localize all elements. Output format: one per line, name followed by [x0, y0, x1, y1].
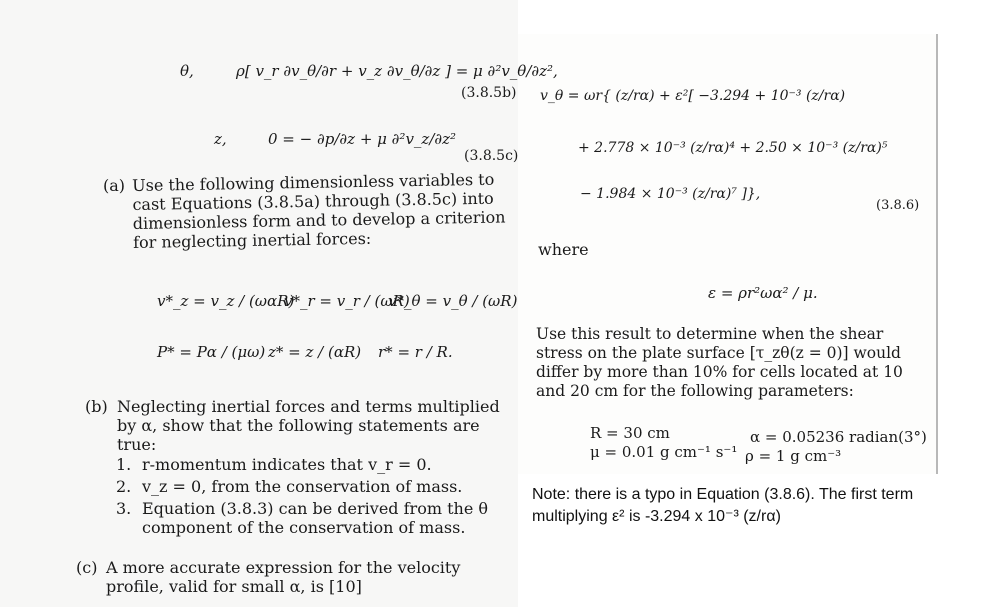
eq-vtheta-number: (3.8.6): [876, 198, 920, 213]
eq-theta-number: (3.8.5b): [461, 85, 517, 101]
eq-theta-label: θ,: [180, 62, 194, 80]
dimless-r: r* = r / R.: [378, 343, 453, 361]
part-b-item-3: Equation (3.8.3) can be derived from the θ component of the conservation of mass.: [142, 499, 488, 537]
eq-epsilon: ε = ρr²ωα² / μ.: [708, 284, 818, 302]
param-R: R = 30 cm: [590, 424, 670, 442]
eq-theta: ρ[ v_r ∂v_θ/∂r + v_z ∂v_θ/∂z ] = μ ∂²v_θ/∂z²,: [236, 62, 558, 80]
param-rho: ρ = 1 g cm⁻³: [745, 447, 842, 465]
dimless-vtheta: v*_θ = v_θ / (ωR): [388, 292, 518, 310]
part-b-item-1: r-momentum indicates that v_r = 0.: [142, 455, 432, 474]
param-alpha: α = 0.05236 radian(3°): [750, 428, 927, 446]
dimless-vr: v*_r = v_r / (ωR): [284, 292, 410, 310]
typo-note-text: Note: there is a typo in Equation (3.8.6). The first term multiplying ε² is -3.294 x 10⁻³ (z/rα): [532, 486, 914, 525]
dimless-vz: v*_z = v_z / (ωαR): [157, 292, 295, 310]
eq-z-label: z,: [214, 130, 227, 148]
part-b-item-1-num: 1.: [116, 455, 132, 474]
param-mu: μ = 0.01 g cm⁻¹ s⁻¹: [590, 443, 738, 461]
typo-note: [518, 474, 991, 607]
where-word: where: [538, 240, 589, 259]
part-b-item-2-num: 2.: [116, 477, 132, 496]
dimless-z: z* = z / (αR): [268, 343, 362, 361]
eq-vtheta-line1: v_θ = ωr{ (z/rα) + ε²[ −3.294 + 10⁻³ (z/rα): [540, 88, 846, 104]
part-b-item-2: v_z = 0, from the conservation of mass.: [142, 477, 463, 496]
eq-z-number: (3.8.5c): [464, 148, 519, 164]
task-text: Use this result to determine when the shear stress on the plate surface [τ_zθ(z = 0)] would differ by more than 10% for cells located at 10 and 20 cm for the following parameters:: [536, 325, 903, 400]
part-a-text: Use the following dimensionless variables to cast Equations (3.8.5a) through (3.8.5c) into dimensionless form and to develop a criterion for neglecting inertial forces:: [132, 169, 506, 252]
eq-vtheta-line2: + 2.778 × 10⁻³ (z/rα)⁴ + 2.50 × 10⁻³ (z/rα)⁵: [578, 140, 888, 156]
part-a-letter: (a): [103, 176, 126, 195]
part-b-item-3-num: 3.: [116, 499, 132, 518]
part-b-letter: (b): [85, 397, 108, 416]
part-c-letter: (c): [76, 558, 98, 577]
eq-z: 0 = − ∂p/∂z + μ ∂²v_z/∂z²: [268, 130, 457, 148]
dimless-p: P* = Pα / (μω): [157, 343, 266, 361]
eq-vtheta-line3: − 1.984 × 10⁻³ (z/rα)⁷ ]},: [580, 186, 761, 202]
part-c-text: A more accurate expression for the velocity profile, valid for small α, is [10]: [106, 558, 461, 596]
part-b-text: Neglecting inertial forces and terms multiplied by α, show that the following statements are true:: [117, 397, 500, 454]
